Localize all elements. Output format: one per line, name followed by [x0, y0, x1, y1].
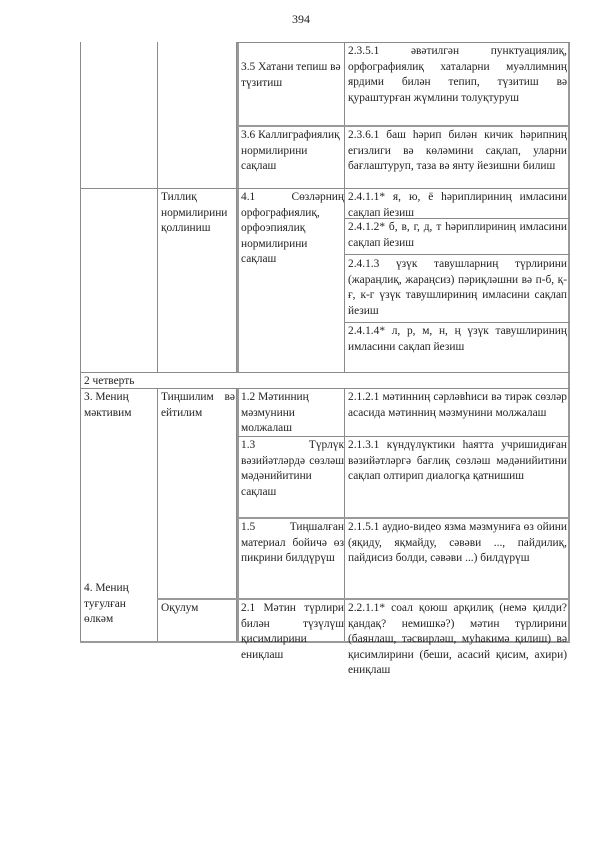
outcome-cell: 2.1.2.1 мәтинниң сәрләвһиси вә тирәк сөзләр асасида мәтинниң мәзмунини молжалаш	[348, 391, 567, 419]
objective-cell: 1.3 Түрлүк вәзийәтләрдә сөзләш мәдәнийитини сақлаш	[241, 439, 344, 498]
theme-cell: 4. Мениң туғулған өлкәм	[84, 582, 129, 625]
table-border	[344, 254, 570, 255]
skill-cell: Тиллиқ нормилирини қоллиниш	[161, 191, 228, 234]
objective-cell: 4.1 Сөзләрниң орфографиялиқ, орфоэпиялиқ нормилирини сақлаш	[241, 191, 344, 265]
outcome-cell: 2.4.1.1* я, ю, ё һәриплириниң имласини сақлап йезиш	[348, 191, 567, 219]
outcome-cell: 2.2.1.1* соал қоюш арқилиқ (немә қилди? қандақ? немишкә?) мәтин түрлирини (баянлаш, тәсвирләш, муһакимә қилиш) вә қисимлирини (беши, асасий қисим, ахири) ениқлаш	[348, 602, 567, 676]
theme-cell: 3. Мениң мәктивим	[84, 391, 132, 419]
skill-cell: Тиңшилим вә ейтилим	[161, 391, 235, 419]
objective-cell: 1.5 Тиңшалған материал бойичә өз пикрини билдүрүш	[241, 521, 344, 564]
quarter-label: 2 четверть	[84, 375, 135, 387]
table-border	[80, 42, 81, 642]
outcome-cell: 2.4.1.3 үзүк тавушларниң түрлирини (жараңлиқ, жараңсиз) пәриқләшни вә п-б, қ-ғ, к-г үзүк тавушлириниң имласини сақлап йезиш	[348, 258, 567, 317]
outcome-cell: 2.4.1.4* л, р, м, н, ң үзүк тавушлириниң имласини сақлап йезиш	[348, 325, 567, 353]
objective-cell: 3.6 Каллиграфиялиқ нормилирини сақлаш	[241, 129, 340, 172]
outcome-cell: 2.3.6.1 баш һәрип билән кичик һәрипниң егизлиги вә көләмини сақлап, уларни бағлаштуруп, таза вә янту йезишни билиш	[348, 129, 567, 172]
outcome-cell: 2.1.3.1 күндүлүктики һаятта учришидиған вәзийәтләргә бағлиқ сөзләш мәдәнийитини сақлап олтирип диалогқа қатнишиш	[348, 439, 567, 482]
page-number: 394	[292, 12, 310, 26]
objective-cell: 2.1 Мәтин түрлири билән түзүлүш қисимлирини ениқлаш	[241, 602, 344, 661]
skill-cell: Оқулум	[161, 602, 199, 614]
outcome-cell: 2.1.5.1 аудио-видео язма мәзмуниға өз ойини (яқиду, яқмайду, сәвәви ..., пайдилиқ, пайдисиз болди, сәвәви ...) билдүрүш	[348, 521, 567, 564]
objective-cell: 1.2 Мәтинниң мәзмунини молжалаш	[241, 391, 309, 434]
outcome-cell: 2.3.5.1 әвәтилгән пунктуациялиқ, орфографиялиқ хаталарни муәллимниң ярдими билән тепип, түзитиш вә қураштурған жүмлини толуқтуруш	[348, 45, 567, 104]
objective-cell: 3.5 Хатани тепиш вә түзитиш	[241, 61, 341, 89]
outcome-cell: 2.4.1.2* б, в, г, д, т һәриплириниң имласини сақлап йезиш	[348, 221, 567, 249]
